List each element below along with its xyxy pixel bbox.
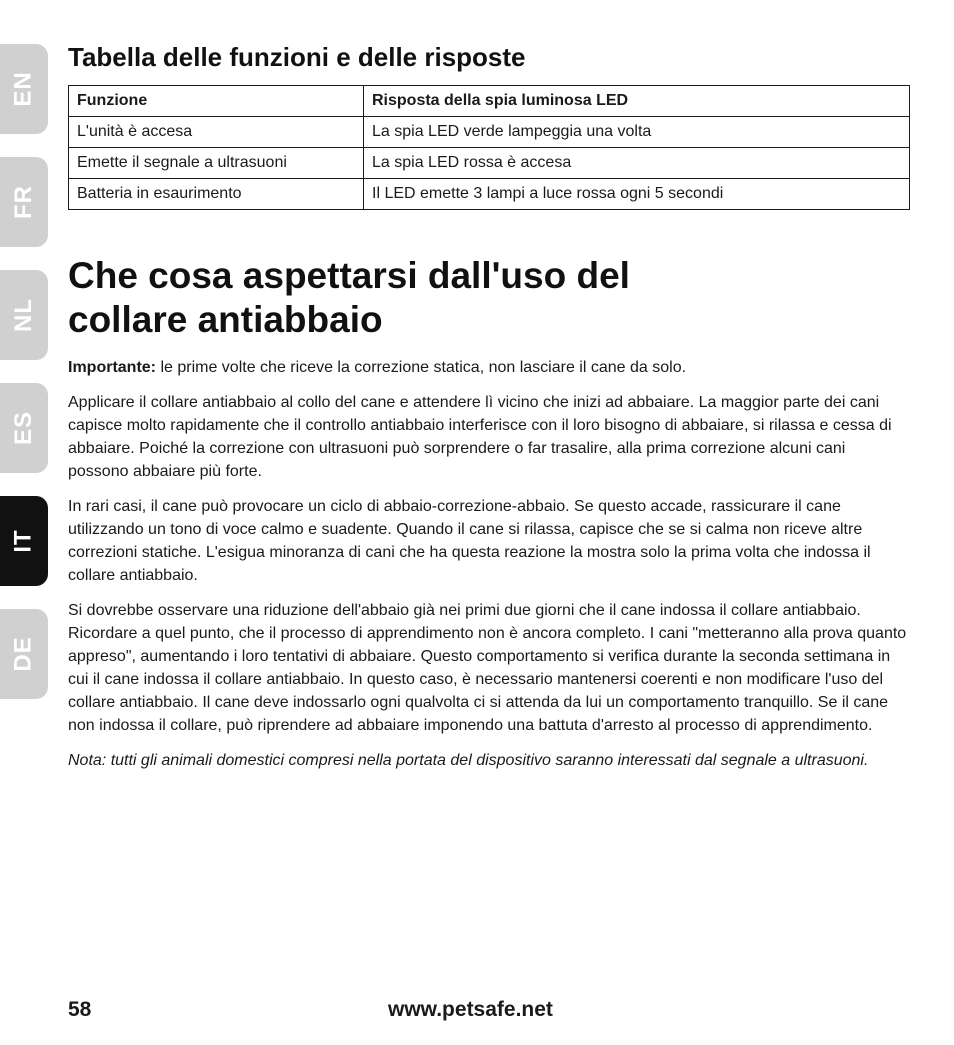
section-title-line1: Che cosa aspettarsi dall'uso del	[68, 255, 630, 296]
table-row	[69, 179, 910, 210]
page-content	[68, 42, 910, 784]
table-cell-function: Batteria in esaurimento	[69, 179, 364, 210]
page-footer	[68, 998, 910, 1028]
tab-de[interactable]	[0, 609, 48, 699]
tab-fr-label: FR	[10, 185, 37, 219]
header-function: Funzione	[69, 86, 364, 117]
website-link[interactable]: www.petsafe.net	[388, 998, 553, 1021]
function-response-table	[68, 85, 910, 210]
table-cell-response: La spia LED verde lampeggia una volta	[364, 117, 910, 148]
table-header-row	[69, 86, 910, 117]
tab-nl[interactable]	[0, 270, 48, 360]
tab-it[interactable]	[0, 496, 48, 586]
tab-it-label: IT	[9, 529, 37, 553]
table-row	[69, 117, 910, 148]
table-title: Tabella delle funzioni e delle risposte	[68, 42, 526, 72]
tab-es[interactable]	[0, 383, 48, 473]
important-label: Importante:	[68, 359, 156, 376]
body-paragraph-3: Si dovrebbe osservare una riduzione dell'abbaio già nei primi due giorni che il cane indossa il collare antiabbaio. Ricordare a quel punto, che il processo di apprendimento non è ancora completo. I cani "metteranno alla prova quanto appreso", aumentando i loro tentativi di abbaiare. Questo comportamento si verifica durante la seconda settimana in cui il cane indossa il collare antiabbaio. In questo caso, è necessario mantenersi coerenti e non modificare l'uso del collare antiabbaio. Il cane deve indossarlo ogni qualvolta ci si attenda da lui un comportamento tranquillo. Se il cane non indossa il collare, può riprendere ad abbaiare imponendo una battuta d'arresto al processo di apprendimento.	[68, 602, 907, 734]
table-cell-function: Emette il segnale a ultrasuoni	[69, 148, 364, 179]
body-paragraph-1: Applicare il collare antiabbaio al collo del cane e attendere lì vicino che inizi ad abbaiare. La maggior parte dei cani capisce molto rapidamente che il controllo antiabbaio interferisce con il loro bisogno di abbaiare, si rilassa e cessa di abbaiare. Poiché la correzione con ultrasuoni può sorprendere o far trasalire, alla prima correzione alcuni cani possono abbaiare più forte.	[68, 394, 892, 480]
tab-en-label: EN	[10, 71, 37, 107]
page-number: 58	[68, 998, 92, 1021]
table-cell-function: L'unità è accesa	[69, 117, 364, 148]
important-paragraph	[68, 356, 910, 379]
note-paragraph: Nota: tutti gli animali domestici compresi nella portata del dispositivo saranno interessati dal segnale a ultrasuoni.	[68, 752, 869, 769]
important-text: le prime volte che riceve la correzione statica, non lasciare il cane da solo.	[156, 359, 687, 376]
header-led-response: Risposta della spia luminosa LED	[364, 86, 910, 117]
body-paragraph-2: In rari casi, il cane può provocare un ciclo di abbaio-correzione-abbaio. Se questo accade, rassicurare il cane utilizzando un tono di voce calmo e suadente. Quando il cane si rilassa, capisce che se si calma non riceve altre correzioni statiche. L'esigua minoranza di cani che ha questa reazione la mostra solo la prima volta che indossa il collare antiabbaio.	[68, 498, 871, 584]
table-row	[69, 148, 910, 179]
section-title-line2: collare antiabbaio	[68, 299, 383, 340]
section-title	[68, 254, 910, 342]
table-cell-response: Il LED emette 3 lampi a luce rossa ogni 5 secondi	[364, 179, 910, 210]
tab-fr[interactable]	[0, 157, 48, 247]
tab-de-label: DE	[10, 636, 37, 672]
table-cell-response: La spia LED rossa è accesa	[364, 148, 910, 179]
tab-nl-label: NL	[10, 298, 37, 332]
tab-en[interactable]	[0, 44, 48, 134]
tab-es-label: ES	[9, 410, 37, 446]
